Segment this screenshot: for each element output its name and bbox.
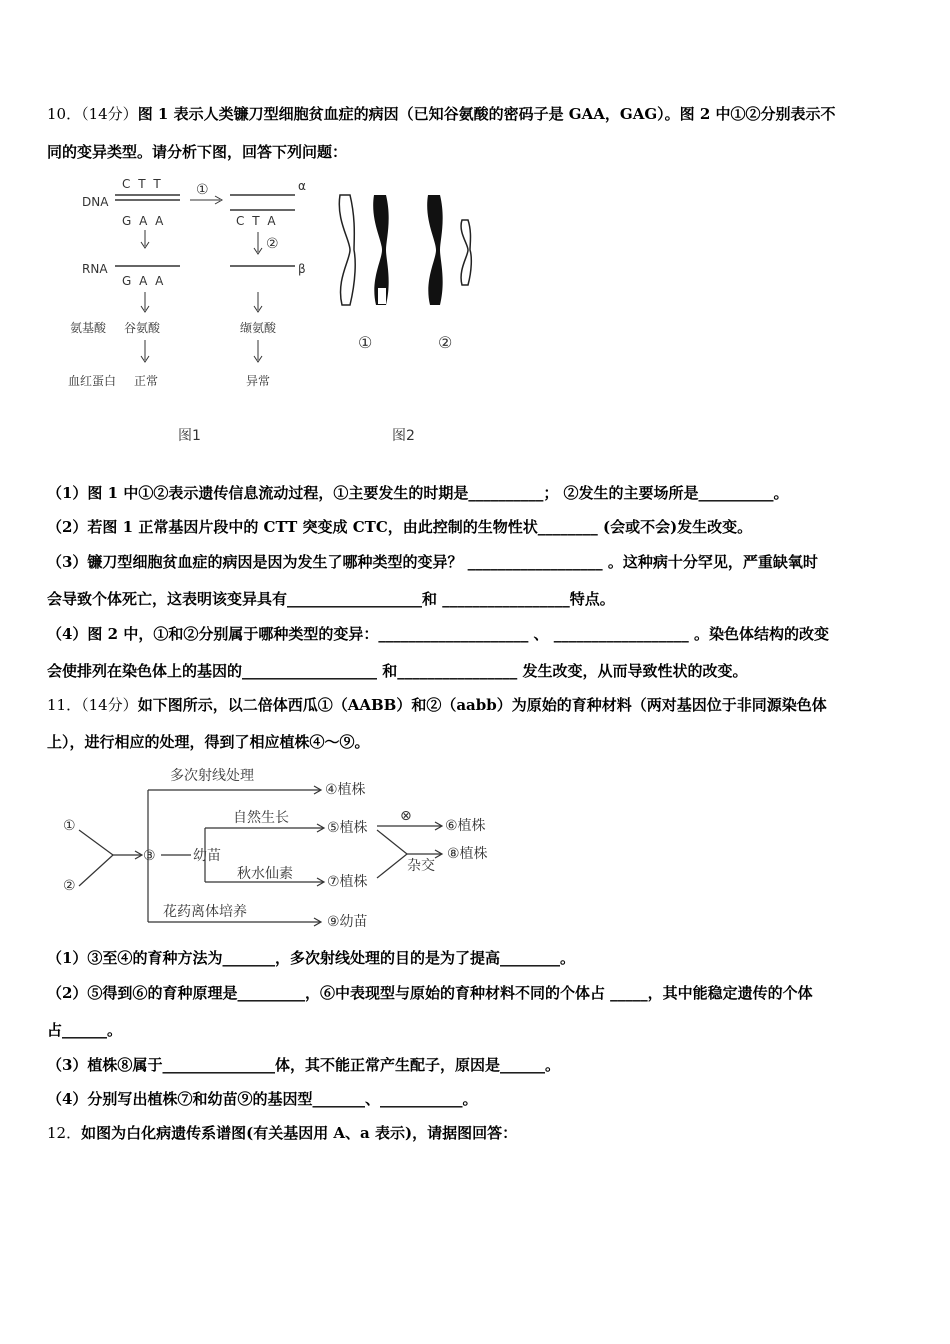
dna-bottom-strand: G A A (122, 214, 166, 228)
q11-part2-line2: 占______。 (47, 1021, 123, 1039)
q11-part4: （4）分别写出植株⑦和幼苗⑨的基因型_______、___________。 (47, 1090, 478, 1108)
figure1-sickle-cell-diagram (60, 170, 520, 455)
amino-acid-label: 氨基酸 (70, 321, 107, 335)
q11-part3: （3）植株⑧属于_______________体，其不能正常产生配子，原因是______。 (47, 1056, 560, 1074)
q10-part3-line2: 会导致个体死亡，这表明该变异具有__________________和 _________________特点。 (47, 590, 615, 608)
plant8-label: ⑧植株 (447, 846, 488, 862)
q12-number: 12． (47, 1124, 82, 1142)
dna-top-strand: C T T (122, 177, 163, 191)
figure1-caption: 图1 (178, 428, 201, 444)
q11-part2-line1: （2）⑤得到⑥的育种原理是_________，⑥中表现型与原始的育种材料不同的个体占 _____，其中能稳定遗传的个体 (47, 984, 813, 1002)
q11-intro-line2: 上），进行相应的处理，得到了相应植株④～⑨。 (47, 733, 370, 751)
q10-number: 10．（14分） (47, 105, 138, 123)
anther-culture-label: 花药离体培养 (163, 904, 247, 920)
node3-label: ③ (143, 848, 156, 864)
plant4-label: ④植株 (325, 782, 366, 798)
chromosome-1-label: ① (358, 333, 373, 352)
q10-intro-line1 (47, 103, 836, 124)
plant5-label: ⑤植株 (327, 820, 368, 836)
q12-line (47, 1122, 517, 1143)
alpha-strand-label: α (298, 179, 306, 193)
plant6-label: ⑥植株 (445, 818, 486, 834)
breeding-flowchart (55, 760, 515, 938)
q10-intro1: 图 1 表示人类镰刀型细胞贫血症的病因（已知谷氨酸的密码子是 GAA，GAG）。图 2 中①②分别表示不 (137, 105, 836, 123)
natural-growth-label: 自然生长 (233, 810, 289, 826)
figure2-caption: 图2 (392, 428, 415, 444)
radiation-label: 多次射线处理 (170, 768, 254, 784)
valine-label: 缬氨酸 (240, 321, 277, 335)
q11-intro1: 如下图所示，以二倍体西瓜①（AABB）和②（aabb）为原始的育种材料（两对基因位于非同源染色体 (137, 696, 827, 714)
q12-text: 如图为白化病遗传系谱图(有关基因用 A、a 表示)，请据图回答： (81, 1124, 518, 1142)
cross-label: 杂交 (407, 858, 435, 874)
q10-part2: （2）若图 1 正常基因片段中的 CTT 突变成 CTC，由此控制的生物性状________ (会或不会)发生改变。 (47, 518, 753, 536)
process2-marker: ② (266, 236, 279, 252)
rna-sequence: G A A (122, 274, 166, 288)
process1-marker: ① (196, 182, 209, 198)
hemoglobin-label: 血红蛋白 (68, 374, 117, 388)
abnormal-label: 异常 (246, 374, 271, 388)
q10-part1: （1）图 1 中①②表示遗传信息流动过程，①主要发生的时期是__________； ②发生的主要场所是__________。 (47, 484, 789, 502)
q11-intro-line1 (47, 694, 827, 715)
q10-intro-line2: 同的变异类型。请分析下图，回答下列问题： (47, 143, 348, 161)
dna-label: DNA (82, 195, 109, 209)
seedling-label: 幼苗 (193, 848, 221, 864)
parent1-label: ① (63, 818, 76, 834)
q11-part1: （1）③至④的育种方法为_______，多次射线处理的目的是为了提高________。 (47, 949, 575, 967)
colchicine-label: 秋水仙素 (237, 866, 293, 882)
chromosome-2-label: ② (438, 333, 453, 352)
normal-label: 正常 (134, 374, 159, 388)
selfing-symbol: ⊗ (400, 808, 412, 824)
beta-strand-label: β (298, 262, 306, 276)
rna-label: RNA (82, 262, 108, 276)
seedling9-label: ⑨幼苗 (327, 914, 368, 930)
q10-part3-line1: （3）镰刀型细胞贫血症的病因是因为发生了哪种类型的变异？ __________________ 。这种病十分罕见，严重缺氧时 (47, 553, 818, 571)
chromosome-pair-1 (339, 195, 388, 352)
q10-part4-line1: （4）图 2 中，①和②分别属于哪种类型的变异：____________________ 、 __________________ 。染色体结构的改变 (47, 625, 829, 643)
mutant-strand: C T A (236, 214, 278, 228)
chromosome-pair-2 (427, 195, 471, 352)
parent2-label: ② (63, 878, 76, 894)
glutamic-acid-label: 谷氨酸 (124, 321, 161, 335)
q11-number: 11．（14分） (47, 696, 138, 714)
plant7-label: ⑦植株 (327, 874, 368, 890)
q10-part4-line2: 会使排列在染色体上的基因的__________________ 和________________ 发生改变，从而导致性状的改变。 (47, 662, 748, 680)
